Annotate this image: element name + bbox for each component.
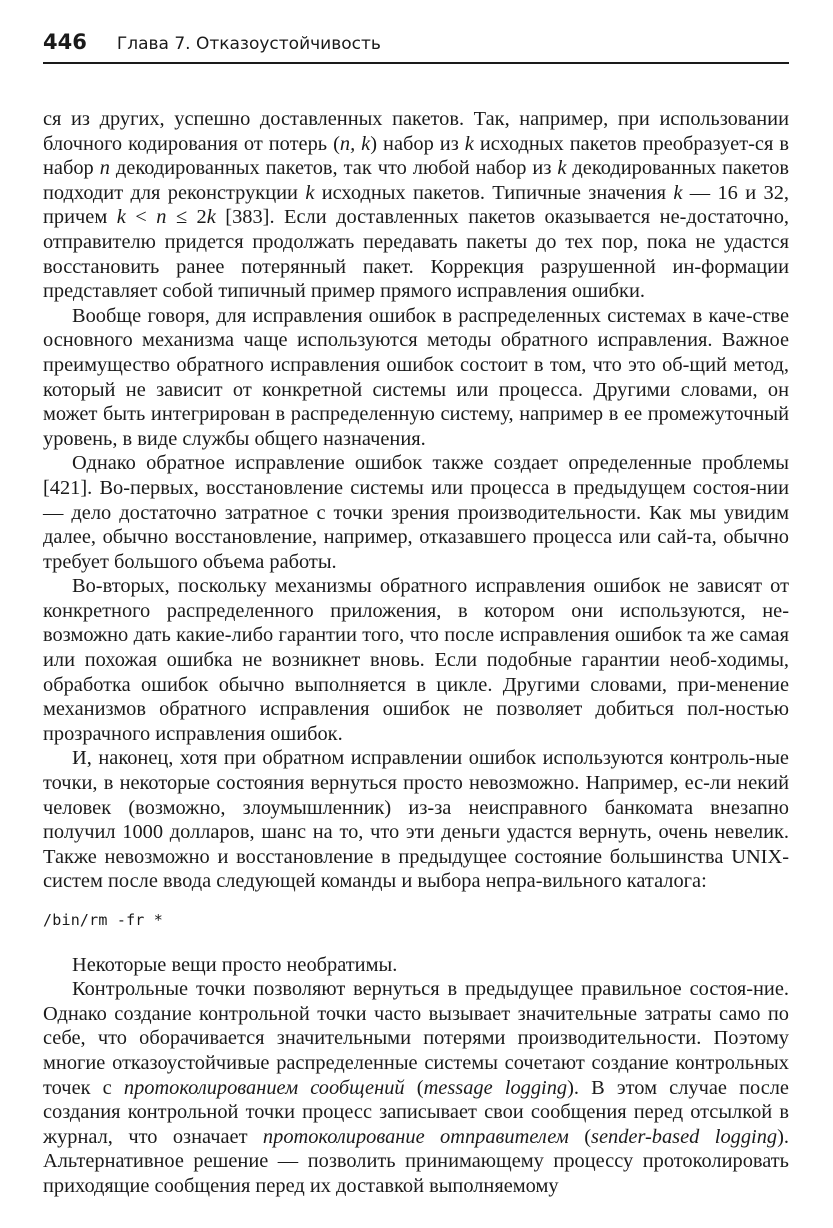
book-page xyxy=(43,30,789,1199)
paragraph xyxy=(43,953,789,978)
text-run: [383]. Если доставленных пакетов оказывается не-достаточно, отправителю придется продолжать передавать пакеты до тех пор, пока не удастся восстановить ранее потерянный пакет. Коррекция разрушенной ин-формации представляет собой типичный пример прямого исправления ошибки. xyxy=(43,206,789,303)
text-run: ( xyxy=(404,1076,424,1099)
italic-term: k xyxy=(305,181,315,204)
italic-term: message logging xyxy=(423,1076,568,1099)
italic-term: k xyxy=(673,181,683,204)
paragraph xyxy=(43,574,789,746)
paragraph xyxy=(43,304,789,452)
text-run: исходных пакетов преобразует-ся в набор xyxy=(43,132,789,180)
italic-term: n, k xyxy=(339,132,371,155)
text-run: Вообще говоря, для исправления ошибок в распределенных системах в каче-стве основного механизма чаще используются методы обратного исправления. Важное преимущество обратного исправления ошибок состоит в том, что это об-щий метод, который не зависит от конкретной системы или процесса. Другими словами, он может быть интегрирован в распределенную систему, например в ее промежуточный уровень, в виде службы общего назначения. xyxy=(43,304,789,450)
chapter-title: Глава 7. Отказоустойчивость xyxy=(116,34,381,54)
text-run: < xyxy=(125,206,157,229)
text-run: Контрольные точки позволяют вернуться в предыдущее правильное состоя-ние. Однако создание контрольной точки часто вызывает значительные затраты само по себе, что оборачивается значительными потерями производительности. Поэтому многие отказоустойчивые распределенные системы сочетают создание контрольных точек с xyxy=(43,978,789,1099)
paragraph xyxy=(43,107,789,304)
italic-term: k xyxy=(464,132,474,155)
italic-term: протоколированием сообщений xyxy=(123,1076,405,1099)
text-run: Однако обратное исправление ошибок также создает определенные проблемы [421]. Во-первых, восстановление системы или процесса в предыдущем состоя-нии — дело достаточно затратное с точки зрения производительности. Как мы увидим далее, обычно восстановление, например, отказавшего процесса или сай-та, обычно требует большого объема работы. xyxy=(43,452,789,573)
italic-term: k xyxy=(116,206,126,229)
code-command: /bin/rm -fr * xyxy=(43,911,163,929)
text-run: декодированных пакетов подходит для реконструкции xyxy=(43,157,790,204)
text-run: Некоторые вещи просто необратимы. xyxy=(72,953,398,976)
italic-term: n xyxy=(156,206,167,229)
text-run: ) набор из xyxy=(370,132,465,155)
running-head xyxy=(43,30,789,64)
text-run: ≤ 2 xyxy=(166,206,207,229)
text-run: ( xyxy=(568,1125,592,1148)
italic-term: n xyxy=(99,157,110,180)
body-text xyxy=(43,107,789,1199)
text-run: ся из других, успешно доставленных пакетов. Так, например, при использовании блочного кодирования от потерь ( xyxy=(43,108,789,155)
page-number: 446 xyxy=(43,30,87,54)
italic-term: k xyxy=(557,157,567,180)
italic-term: sender-based logging xyxy=(591,1125,778,1148)
text-run: — 16 и 32, причем xyxy=(43,181,789,229)
text-run: исходных пакетов. Типичные значения xyxy=(314,181,674,204)
text-run: ). Альтернативное решение — позволить принимающему процессу протоколировать приходящие сообщения перед их доставкой выполняемому xyxy=(43,1125,789,1197)
paragraph xyxy=(43,977,789,1198)
text-run: И, наконец, хотя при обратном исправлении ошибок используются контроль-ные точки, в некоторые состояния вернуться просто невозможно. Например, ес-ли некий человек (возможно, злоумышленник) из-за неисправного банкомата внезапно получил 1000 долларов, шанс на то, что эти деньги удастся вернуть, очень невелик. Также невозможно и восстановление в предыдущее состояние большинства UNIX-систем после ввода следующей команды и выбора непра-вильного каталога: xyxy=(43,747,789,893)
italic-term: протоколирование отправителем xyxy=(262,1125,569,1148)
text-run: декодированных пакетов, так что любой набор из xyxy=(109,157,558,180)
paragraph xyxy=(43,746,789,894)
paragraph xyxy=(43,451,789,574)
text-run: Во-вторых, поскольку механизмы обратного исправления ошибок не зависят от конкретного распределенного приложения, в котором они используются, не-возможно дать какие-либо гарантии того, что после исправления ошибок та же самая или похожая ошибка не возникнет вновь. Если подобные гарантии необ-ходимы, обработка ошибок обычно выполняется в цикле. Другими словами, при-менение механизмов обратного исправления ошибок не позволяет добиться пол-ностью прозрачного исправления ошибок. xyxy=(43,575,789,745)
text-run: ). В этом случае после создания контрольной точки процесс записывает свои сообщения перед отсылкой в журнал, что означает xyxy=(43,1076,789,1148)
italic-term: k xyxy=(206,206,216,229)
